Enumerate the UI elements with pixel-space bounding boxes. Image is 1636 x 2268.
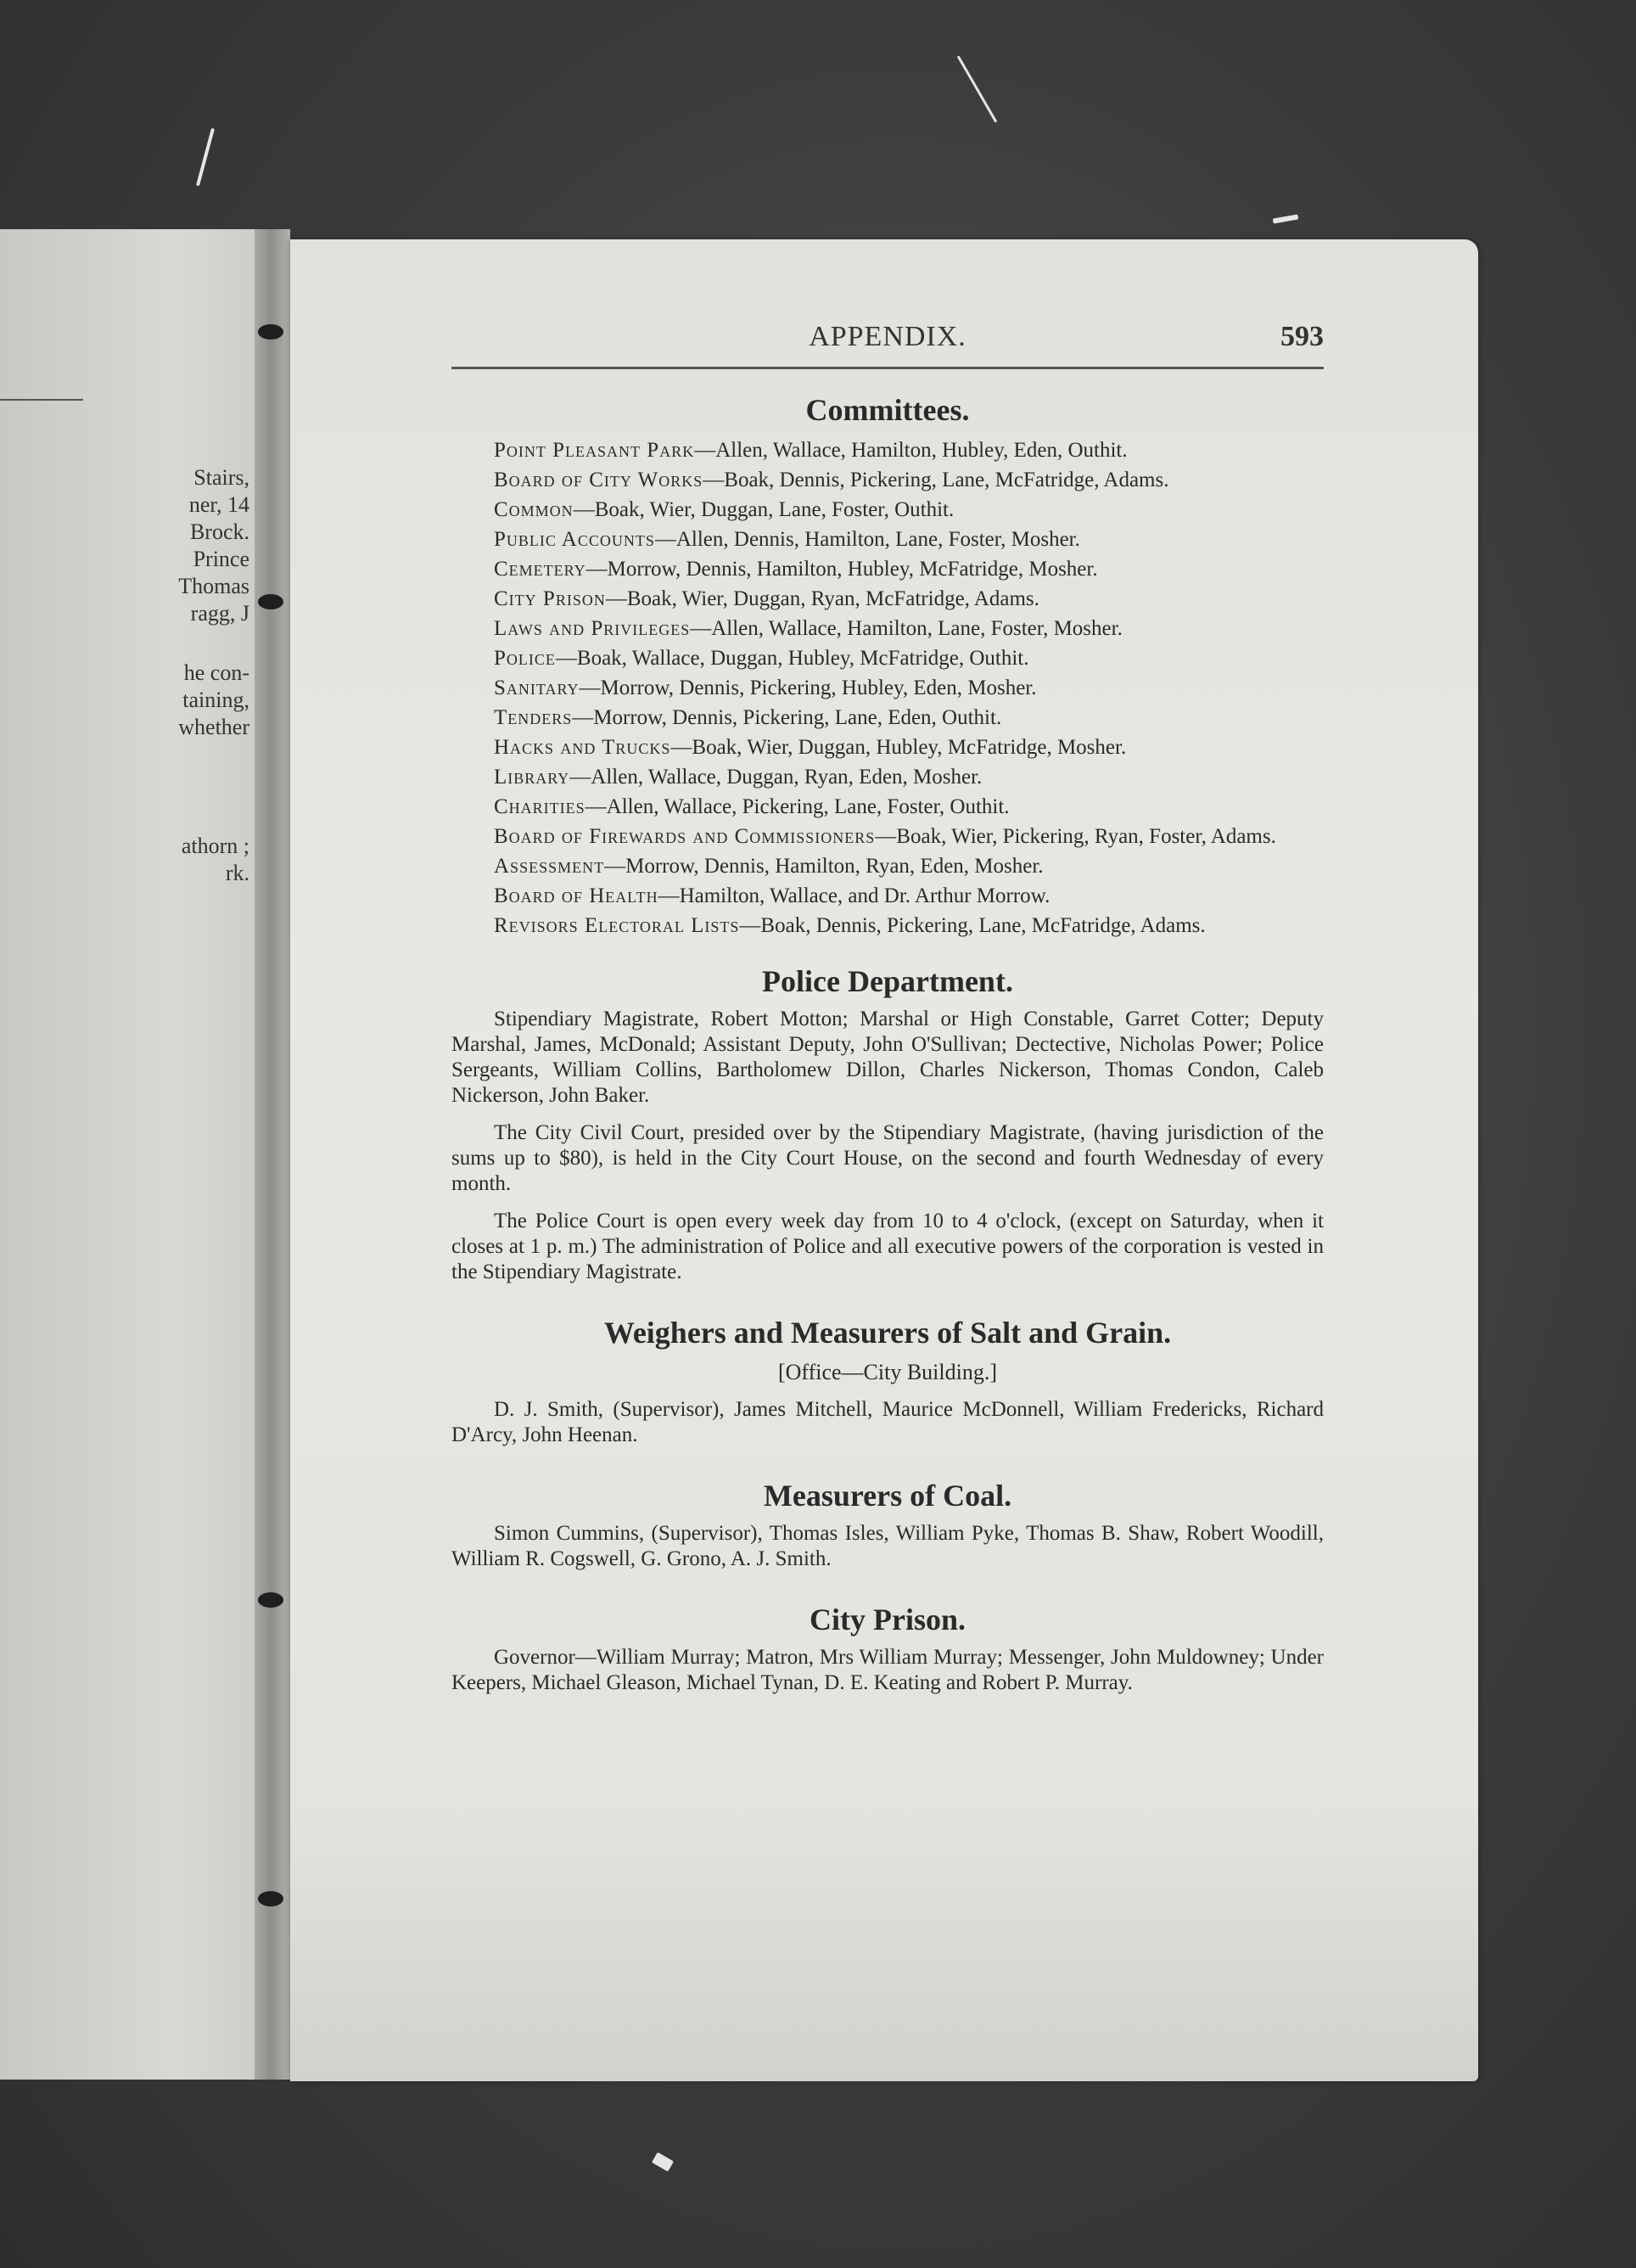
committee-name: Assessment	[494, 855, 605, 878]
committee-members: —Morrow, Dennis, Pickering, Lane, Eden, Outhit.	[572, 706, 1002, 729]
running-head-title: APPENDIX.	[809, 321, 966, 352]
committee-name: Revisors Electoral Lists	[494, 914, 740, 937]
left-page-line: whether	[178, 715, 249, 739]
committee-members: —Allen, Wallace, Pickering, Lane, Foster, Outhit.	[585, 795, 1010, 818]
left-page-line: Thomas	[178, 574, 249, 598]
committee-entry	[451, 435, 1324, 465]
binding-stitch	[258, 594, 283, 609]
committee-entry	[451, 762, 1324, 792]
committee-entry	[451, 465, 1324, 495]
left-page-line: ner, 14	[188, 492, 249, 517]
committee-entry	[451, 911, 1324, 940]
committee-list	[451, 435, 1324, 940]
committee-name: Board of Health	[494, 884, 658, 907]
page-593	[290, 239, 1478, 2081]
committee-name: Board of Firewards and Commissioners	[494, 825, 876, 848]
committee-name: Sanitary	[494, 676, 580, 699]
committee-entry	[451, 703, 1324, 733]
binding-stitch	[258, 1891, 283, 1906]
section-heading-police: Police Department.	[762, 964, 1013, 998]
left-page-line: taining,	[182, 688, 249, 712]
police-paragraph: The City Civil Court, presided over by the Stipendiary Magistrate, (having jurisdiction of the sums up to $80), is held in the City Court House, on the second and fourth Wednesday of every month.	[451, 1121, 1324, 1195]
committee-members: —Boak, Dennis, Pickering, Lane, McFatridge, Adams.	[739, 914, 1206, 937]
section-heading-weighers: Weighers and Measurers of Salt and Grain.	[603, 1316, 1172, 1350]
page-content	[451, 321, 1324, 1708]
committee-members: —Morrow, Dennis, Hamilton, Hubley, McFatridge, Mosher.	[585, 558, 1098, 581]
committee-entry	[451, 554, 1324, 584]
committee-entry	[451, 614, 1324, 643]
committee-name: Hacks and Trucks	[494, 736, 671, 759]
committee-name: Laws and Privileges	[494, 617, 691, 640]
committee-members: —Boak, Wier, Duggan, Lane, Foster, Outhit.	[573, 498, 955, 521]
committee-members: —Allen, Wallace, Hamilton, Hubley, Eden, Outhit.	[694, 439, 1128, 462]
committee-entry	[451, 851, 1324, 881]
committee-members: —Boak, Wier, Pickering, Ryan, Foster, Adams.	[875, 825, 1276, 848]
prison-paragraph: Governor—William Murray; Matron, Mrs William Murray; Messenger, John Muldowney; Under Keepers, Michael Gleason, Michael Tynan, D. E. Keating and Robert P. Murray.	[451, 1646, 1324, 1694]
committee-entry	[451, 673, 1324, 703]
section-heading-committees: Committees.	[805, 393, 970, 427]
coal-paragraph: Simon Cummins, (Supervisor), Thomas Isles, William Pyke, Thomas B. Shaw, Robert Woodill, William R. Cogswell, G. Grono, A. J. Smith.	[451, 1522, 1324, 1570]
committee-name: Police	[494, 647, 556, 670]
committee-members: —Boak, Dennis, Pickering, Lane, McFatridge, Adams.	[703, 469, 1169, 491]
committee-name: Common	[494, 498, 574, 521]
section-heading-prison: City Prison.	[810, 1603, 966, 1636]
committee-name: Tenders	[494, 706, 573, 729]
binding-stitch	[258, 324, 283, 340]
page-number: 593	[1280, 321, 1324, 352]
committee-entry	[451, 792, 1324, 822]
committee-entry	[451, 643, 1324, 673]
committee-entry	[451, 525, 1324, 554]
committee-entry	[451, 822, 1324, 851]
committee-entry	[451, 881, 1324, 911]
header-rule	[451, 367, 1324, 369]
committee-name: Library	[494, 766, 570, 789]
committee-members: —Morrow, Dennis, Hamilton, Ryan, Eden, Mosher.	[604, 855, 1044, 878]
police-paragraph: Stipendiary Magistrate, Robert Motton; Marshal or High Constable, Garret Cotter; Deputy Marshal, James, McDonald; Assistant Deputy, John O'Sullivan; Dectective, Nicholas Power; Police Sergeants, William Collins, Bartholomew Dillon, Charles Nickerson, Thomas Condon, Caleb Nickerson, John Baker.	[451, 1008, 1324, 1107]
committee-members: —Allen, Dennis, Hamilton, Lane, Foster, Mosher.	[654, 528, 1080, 551]
committee-members: —Boak, Wier, Duggan, Hubley, McFatridge, Mosher.	[670, 736, 1127, 759]
committee-members: —Boak, Wallace, Duggan, Hubley, McFatridge, Outhit.	[555, 647, 1029, 670]
weighers-paragraph: D. J. Smith, (Supervisor), James Mitchell, Maurice McDonnell, William Fredericks, Richard D'Arcy, John Heenan.	[451, 1398, 1324, 1446]
left-page-line: Prince	[193, 547, 249, 571]
committee-name: Charities	[494, 795, 585, 818]
police-paragraph: The Police Court is open every week day from 10 to 4 o'clock, (except on Saturday, when it closes at 1 p. m.) The administration of Police and all executive powers of the corporation is vested in the Stipendiary Magistrate.	[451, 1210, 1324, 1283]
committee-entry	[451, 733, 1324, 762]
left-page-line: ragg, J	[190, 601, 249, 626]
left-page-line: Stairs,	[193, 465, 249, 490]
committee-entry	[451, 495, 1324, 525]
left-page-line: Brock.	[189, 519, 249, 544]
left-page-rule	[0, 399, 83, 401]
left-page-line: rk.	[225, 861, 249, 885]
weighers-office: [Office—City Building.]	[777, 1360, 998, 1384]
left-page-line: he con-	[183, 660, 249, 685]
book-gutter	[255, 229, 290, 2080]
committee-name: Board of City Works	[494, 469, 703, 491]
committee-name: City Prison	[494, 587, 606, 610]
left-page-line: athorn ;	[181, 834, 249, 858]
committee-members: —Allen, Wallace, Duggan, Ryan, Eden, Mosher.	[569, 766, 983, 789]
committee-members: —Allen, Wallace, Hamilton, Lane, Foster, Mosher.	[690, 617, 1123, 640]
committee-members: —Morrow, Dennis, Pickering, Hubley, Eden, Mosher.	[579, 676, 1037, 699]
committee-entry	[451, 584, 1324, 614]
committee-name: Cemetery	[494, 558, 586, 581]
committee-name: Point Pleasant Park	[494, 439, 695, 462]
committee-members: —Hamilton, Wallace, and Dr. Arthur Morrow.	[658, 884, 1051, 907]
binding-stitch	[258, 1592, 283, 1608]
committee-members: —Boak, Wier, Duggan, Ryan, McFatridge, Adams.	[605, 587, 1039, 610]
section-heading-coal: Measurers of Coal.	[763, 1479, 1012, 1513]
running-head	[451, 321, 1324, 362]
committee-name: Public Accounts	[494, 528, 655, 551]
left-facing-page	[0, 229, 255, 2080]
